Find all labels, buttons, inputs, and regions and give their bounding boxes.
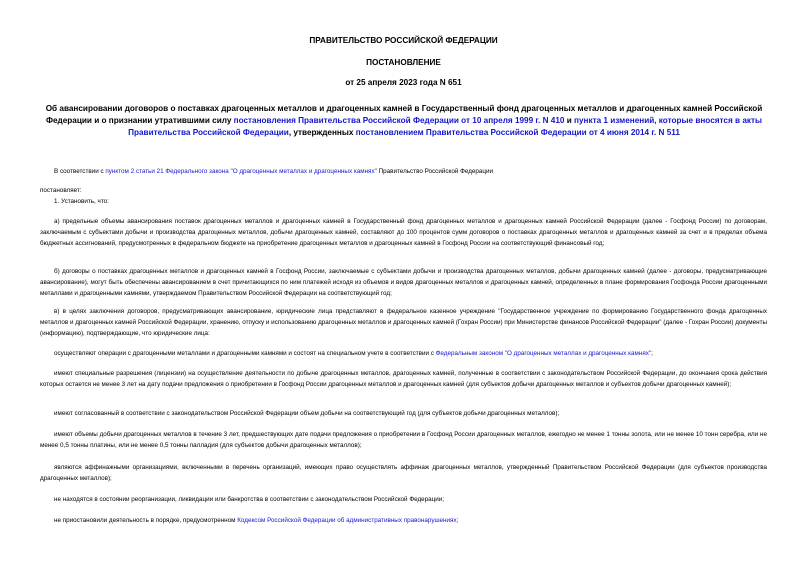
condition-2: имеют специальные разрешения (лицензии) на осуществление деятельности по добыче драгоценных металлов, драгоценных камней, полученные в соответствии с законодательством Российской Федерации, до окончания срока действия которых остается не менее 3 лет на дату подачи предложения о приобретении в Госфонд России драгоценных металлов и драгоценных камней (для субъектов добычи драгоценных металлов и субъектов добычи драгоценных камней);	[40, 370, 767, 389]
condition-5: являются аффинажными организациями, включенными в перечень организаций, имеющих право осуществлять аффинаж драгоценных металлов, утвержденный Правительством Российской Федерации (для субъектов производства драгоценных металлов);	[40, 464, 767, 483]
issuing-authority: ПРАВИТЕЛЬСТВО РОССИЙСКОЙ ФЕДЕРАЦИИ	[309, 36, 498, 45]
title-text-1: Об авансировании договоров о поставках драгоценных металлов и драгоценных камней в Государственный фонд драгоценных металлов и драгоценных камней Российской Федерации и о признании утратившими силу	[45, 104, 763, 126]
condition-1	[40, 348, 767, 359]
intro-text-post: Правительство Российской Федерации	[376, 168, 494, 175]
condition-7-text-pre: не приостановили деятельность в порядке, предусмотренном	[54, 517, 238, 524]
document-date-number: от 25 апреля 2023 года N 651	[345, 78, 462, 87]
condition-7-text-post: ;	[456, 517, 459, 524]
item-v: в) в целях заключения договоров, предусматривающих авансирование, юридические лица представляют в федеральное казенное учреждение "Государственное учреждение по формированию Государственного фонда драгоценных металлов и драгоценных камней Российской Федерации, хранению, отпуску и использованию драгоценных металлов и драгоценных камней (Гохран России) при Министерстве финансов Российской Федерации" (далее - Гохран России) документы (информацию), подтверждающие, что юридические лица:	[40, 308, 767, 338]
title-text-2: и	[564, 116, 575, 126]
intro-text-pre: В соответствии с	[54, 168, 106, 175]
resolves-line: постановляет:	[40, 187, 82, 194]
title-link-changes-item-1[interactable]: пункта 1 изменений, которые вносятся в акты Правительства Российской Федерации	[128, 116, 762, 138]
condition-6: не находятся в состоянии реорганизации, ликвидации или банкротства в соответствии с законодательством Российской Федерации;	[54, 496, 445, 503]
condition-1-link-federal-law[interactable]: Федеральным законом "О драгоценных металлах и драгоценных камнях"	[435, 350, 652, 357]
title-text-3: , утвержденных	[288, 128, 356, 138]
condition-7	[40, 515, 767, 526]
condition-3: имеют согласованный в соответствии с законодательством Российской Федерации объем добычи на соответствующий год (для субъектов добычи драгоценных металлов);	[54, 410, 560, 417]
condition-1-text-post: ;	[651, 350, 653, 357]
document-title	[28, 103, 780, 140]
item-a: а) предельные объемы авансирования поставок драгоценных металлов и драгоценных камней в Государственный фонд драгоценных металлов и драгоценных камней Российской Федерации (далее - Госфонд России) по договорам, заключаемым с субъектами добычи и производства драгоценных металлов, добычи драгоценных камней, составляют до 100 процентов сумм договоров о поставках драгоценных металлов и драгоценных камней за счет и в пределах объема бюджетных ассигнований, предусмотренных в федеральном бюджете на приобретение драгоценных металлов и драгоценных камней в Госфонд России на соответствующий финансовый год;	[40, 218, 767, 248]
item-1: 1. Установить, что:	[54, 198, 109, 205]
intro-paragraph	[40, 166, 767, 177]
item-b: б) договоры о поставках драгоценных металлов и драгоценных камней в Госфонд России, заключаемые с субъектами добычи и производства драгоценных металлов, добычи драгоценных камней (далее - договоры, предусматривающие авансирование), могут быть обеспечены авансированием в счет причитающихся по ним платежей исходя из объемов и видов драгоценных металлов и драгоценных камней, определенных в плане формирования Госфонда России драгоценными металлами и драгоценными камнями, утверждаемом Правительством Российской Федерации на соответствующий год;	[40, 268, 767, 298]
document-type: ПОСТАНОВЛЕНИЕ	[366, 58, 441, 67]
condition-1-text-pre: осуществляют операции с драгоценными металлами и драгоценными камнями и состоят на специальном учете в соответствии с	[54, 350, 436, 357]
title-link-decree-511[interactable]: постановлением Правительства Российской Федерации от 4 июня 2014 г. N 511	[355, 128, 680, 138]
intro-link-federal-law[interactable]: пунктом 2 статьи 21 Федерального закона "О драгоценных металлах и драгоценных камнях"	[105, 168, 377, 175]
title-link-decree-410[interactable]: постановления Правительства Российской Федерации от 10 апреля 1999 г. N 410	[233, 116, 565, 126]
condition-7-link-admin-code[interactable]: Кодексом Российской Федерации об административных правонарушениях	[237, 517, 457, 524]
condition-4: имеют объемы добычи драгоценных металлов в течение 3 лет, предшествующих дате подачи предложения о приобретении в Госфонд России драгоценных металлов, ежегодно не менее 1 тонны золота, или не менее 10 тонн серебра, или не менее 0,5 тонны платины, или не менее 0,5 тонны палладия (для субъектов добычи драгоценных металлов);	[40, 431, 767, 450]
